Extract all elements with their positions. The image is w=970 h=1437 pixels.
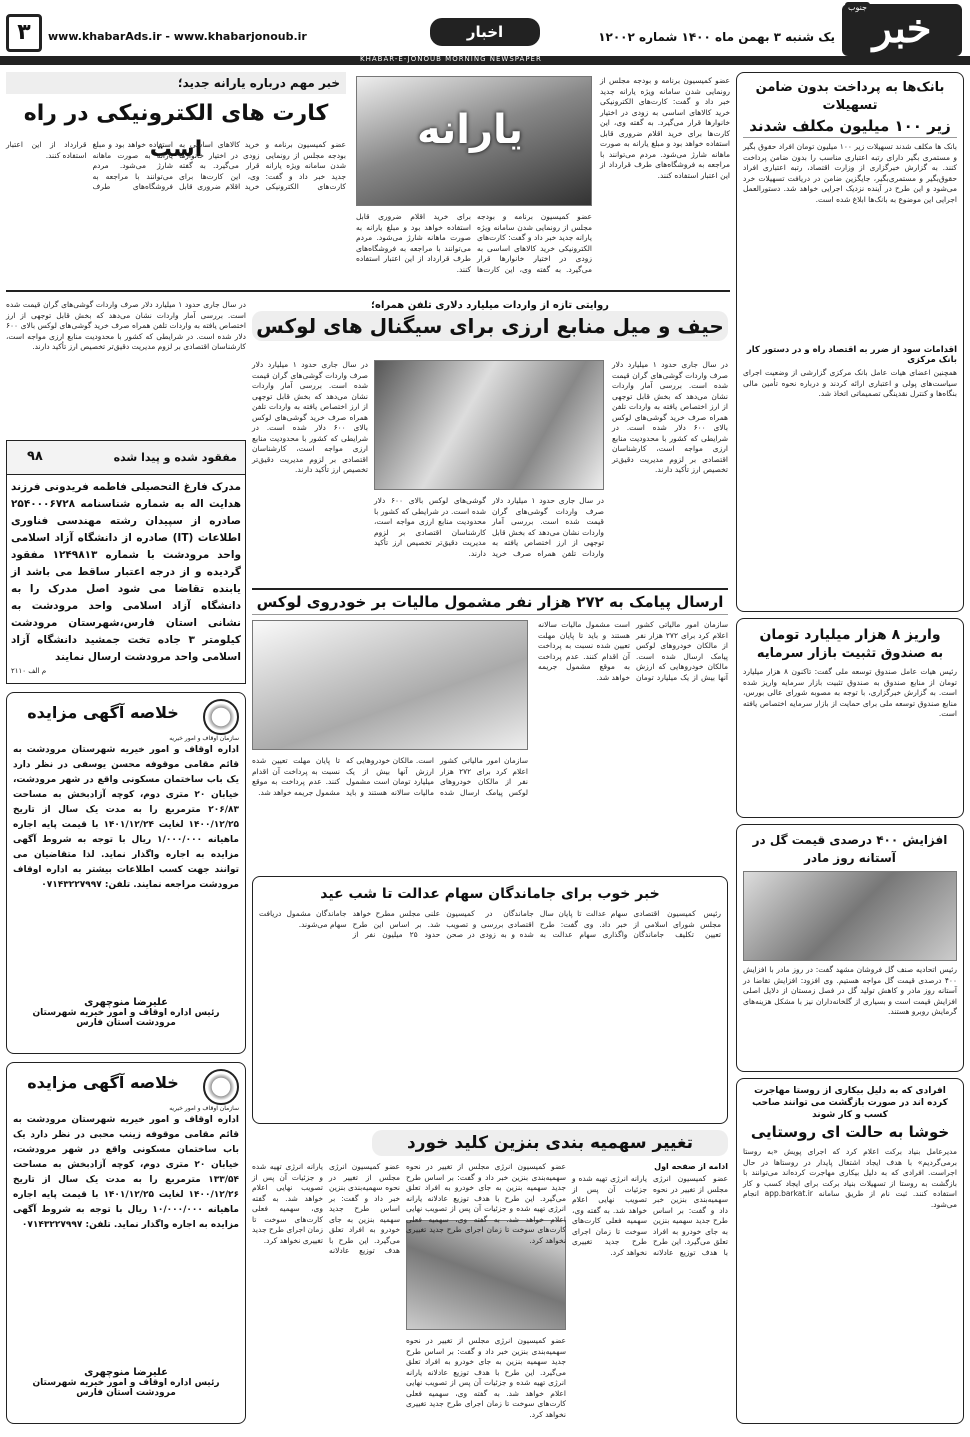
lost-document-ad <box>6 440 246 684</box>
auction-1-emblem <box>203 699 239 735</box>
website-urls: www.khabarAds.ir - www.khabarjonoub.ir <box>48 30 307 43</box>
auction-1-org: سازمان اوقاف و امور خیریه <box>169 735 239 742</box>
phone-story-body-left: در سال جاری حدود ۱ میلیارد دلار صرف واردات گوشی‌های گران قیمت شده است. بررسی آمار واردات نشان می‌دهد که بخش قابل توجهی از ارز اختصاص یافته به واردات تلفن همراه صرف خرید گوشی‌های لوکس بالای ۶۰۰ دلار شده است. در شرایطی که کشور با محدودیت منابع ارزی مواجه است، کارشناسان اقتصادی بر لزوم مدیریت دقیق‌تر تخصیص ارز تأکید دارند. <box>252 360 368 474</box>
subsidy-story-body-left: عضو کمیسیون برنامه و بودجه مجلس از رونمایی شدن سامانه ویژه یارانه جدید خبر داد و گفت: کارت‌های الکترونیکی خرید کالاهای اساسی به زودی در اختیار خانوارها قرار می‌گیرد. به گفته وی، این کارت‌ها برای خرید اقلام ضروری قابل استفاده خواهد بود و مبلغ یارانه به صورت ماهانه شارژ می‌شود. مردم می‌توانند با مراجعه به فروشگاه‌های طرف قرارداد از این اعتبار استفاده کنند. <box>6 140 346 191</box>
lost-ad-body: مدرک فارغ التحصیلی فاطمه فریدونی فرزند هدایت اله به شماره شناسنامه ۲۵۴۰۰۰۶۷۲۸ صادره از سپیدان رشته مهندسی فناوری اطلاعات (IT) صادره از دانشگاه آزاد اسلامی واحد مرودشت با شماره ۱۲۴۹۸۱۳ مفقود گردیده و از درجه اعتبار ساقط می باشد از یابنده تقاضا می شود اصل مدرک را به دانشگاه آزاد اسلامی واحد مرودشت به نشانی استان فارس،شهرستان مرودشت کیلومتر ۳ جاده تخت جمشید دانشگاه آزاد اسلامی واحد مرودشت ارسال نمایند <box>11 481 241 663</box>
tax-story-body-right: سازمان امور مالیاتی کشور اعلام کرد برای ۲۷۲ هزار نفر از مالکان خودروهای لوکس پیامک ارسال شده است. مالکان خودروهایی که ارزش آنها بیش از یک میلیارد تومان است مشمول مالیات سالانه هستند و باید تا پایان مهلت تعیین شده نسبت به پرداخت آن اقدام کنند. عدم پرداخت به موقع مشمول جریمه خواهد شد. <box>538 620 728 682</box>
justice-story-title: خبر خوب برای جاماندگان سهام عدالت تا شب عید <box>320 886 660 902</box>
fuel-story-body-left: عضو کمیسیون انرژی مجلس از تغییر در نحوه سهمیه‌بندی بنزین خبر داد و گفت: بر اساس طرح جدید سهمیه بنزین به جای خودرو به افراد تعلق می‌گیرد. این طرح با هدف توزیع عادلانه یارانه انرژی تهیه شده و جزئیات آن پس از تصویب نهایی اعلام خواهد شد. به گفته وی، سهمیه فعلی کارت‌های سوخت تا زمان اجرای طرح جدید تغییری نخواهد کرد. <box>252 1162 400 1255</box>
newspaper-logo: خبر <box>842 4 962 56</box>
auction-1-body: اداره اوقاف و امور خیریه شهرستان مرودشت به قائم مقامی موقوفه محسن یوسفی در نظر دارد یک باب ساختمان مسکونی واقع در شهر مرودشت، خیابان ۲۰ متری دوم، کوچه آزادبخش به مساحت ۲۰۶/۸۳ مترمربع را به مدت یک سال از تاریخ ۱۴۰۰/۱۲/۲۵ لغایت ۱۴۰۱/۱۲/۲۴ با قیمت پایه اجاره ماهیانه ۱/۰۰۰/۰۰۰ ریال با توجه به شروط آگهی مزایده به اجاره واگذار نماید. لذا متقاضیان می توانند جهت کسب اطلاعات بیشتر به اداره اوقاف مرودشت مراجعه نمایند. تلفن: ۰۷۱۴۳۲۲۷۹۹۷ <box>13 745 239 890</box>
auction-ad-1 <box>6 692 246 1054</box>
bank-loan-story <box>736 72 964 612</box>
phone-story-body-right: در سال جاری حدود ۱ میلیارد دلار صرف واردات گوشی‌های گران قیمت شده است. بررسی آمار واردات نشان می‌دهد که بخش قابل توجهی از ارز اختصاص یافته به واردات تلفن همراه صرف خرید گوشی‌های لوکس بالای ۶۰۰ دلار شده است. در شرایطی که کشور با محدودیت منابع ارزی مواجه است، کارشناسان اقتصادی بر لزوم مدیریت دقیق‌تر تخصیص ارز تأکید دارند. <box>612 360 728 474</box>
bank-story-body-2: همچنین اعضای هیات عامل بانک مرکزی گزارشی از وضعیت اجرای سیاست‌های پولی و اعتباری ارائه کردند و درباره نحوه تأمین مالی بنگاه‌ها و کنترل نقدینگی تصمیماتی اتخاذ شد. <box>743 368 957 398</box>
smartphones-photo <box>374 360 604 490</box>
car-coins-photo <box>252 620 528 750</box>
newspaper-english-subtitle: KHABAR-E-JONOUB MORNING NEWSPAPER <box>360 55 542 63</box>
auction-2-org: سازمان اوقاف و امور خیریه <box>169 1105 239 1112</box>
left-column-text: در سال جاری حدود ۱ میلیارد دلار صرف واردات گوشی‌های گران قیمت شده است. بررسی آمار واردات نشان می‌دهد که بخش قابل توجهی از ارز اختصاص یافته به واردات تلفن همراه صرف خرید گوشی‌های لوکس بالای ۶۰۰ دلار شده است. در شرایطی که کشور با محدودیت منابع ارزی مواجه است، کارشناسان اقتصادی بر لزوم مدیریت دقیق‌تر تخصیص ارز تأکید دارند. <box>6 300 246 351</box>
village-story <box>736 1078 964 1424</box>
fuel-quota-story <box>252 1130 728 1424</box>
page-number: ۳ <box>6 14 42 52</box>
fund-story-title-2: به صندوق تثبیت بازار سرمایه <box>756 646 944 661</box>
auction-2-signature: علیرضا منوچهری <box>84 1367 168 1378</box>
village-story-body: مدیرعامل بنیاد برکت اعلام کرد که اجرای پویش «به روستا برمی‌گردیم» با هدف ایجاد اشتغال پایدار در روستاها در حال اجراست. افرادی که به دلیل بیکاری مهاجرت کرده‌اند می‌توانند با بازگشت به روستا از تسهیلات بنیاد برکت برای ایجاد کسب و کار استفاده کنند. ثبت نام از طریق سامانه app.barkat.ir انجام می‌شود. <box>743 1147 958 1209</box>
subsidy-story-body-right: عضو کمیسیون برنامه و بودجه مجلس از رونمایی شدن سامانه ویژه یارانه جدید خبر داد و گفت: کارت‌های الکترونیکی خرید کالاهای اساسی به زودی در اختیار خانوارها قرار می‌گیرد. به گفته وی، این کارت‌ها برای خرید اقلام ضروری قابل استفاده خواهد بود و مبلغ یارانه به صورت ماهانه شارژ می‌شود. مردم می‌توانند با مراجعه به فروشگاه‌های طرف قرارداد از این اعتبار استفاده کنند. <box>600 76 730 180</box>
lost-ad-ref: م الف ۲۱۱۰ <box>11 667 47 675</box>
masthead <box>0 0 970 68</box>
auction-ad-2 <box>6 1062 246 1424</box>
fund-story <box>736 618 964 818</box>
bank-story-body: بانک ها مکلف شدند تسهیلات زیر ۱۰۰ میلیون تومان افراد حقوق بگیر و مستمری بگیر دارای رتبه اعتباری مناسب را بدون ضامن پرداخت کنند. به گزارش خبرگزاری از وزارت اقتصاد، رتبه اعتباری افراد حقوق‌بگیر و مستمری‌بگیر، جایگزین ضامن در دریافت تسهیلات خرد می‌شود و این طرح در آینده نزدیک اجرایی خواهد شد. دستورالعمل اجرایی این موضوع به بانک‌ها ابلاغ شده است. <box>743 142 957 204</box>
phone-story-body-bottom: در سال جاری حدود ۱ میلیارد دلار صرف واردات گوشی‌های گران قیمت شده است. بررسی آمار واردات نشان می‌دهد که بخش قابل توجهی از ارز اختصاص یافته به واردات تلفن همراه صرف خرید گوشی‌های لوکس بالای ۶۰۰ دلار شده است. در شرایطی که کشور با محدودیت منابع ارزی مواجه است، کارشناسان اقتصادی بر لزوم مدیریت دقیق‌تر تخصیص ارز تأکید دارند. <box>374 496 605 558</box>
section-label: اخبار <box>430 18 540 46</box>
phone-import-story <box>252 300 728 580</box>
fuel-story-body-mid: عضو کمیسیون انرژی مجلس از تغییر در نحوه سهمیه‌بندی بنزین خبر داد و گفت: بر اساس طرح جدید سهمیه بنزین به جای خودرو به افراد تعلق می‌گیرد. این طرح با هدف توزیع عادلانه یارانه انرژی تهیه شده و جزئیات آن پس از تصویب نهایی اعلام خواهد شد. به گفته وی، سهمیه فعلی کارت‌های سوخت تا زمان اجرای طرح جدید تغییری نخواهد کرد. <box>406 1162 566 1245</box>
subsidy-atm-photo <box>356 76 592 206</box>
justice-shares-story <box>252 876 728 1124</box>
lost-ad-header-row <box>7 441 245 475</box>
fuel-story-body-right: عضو کمیسیون انرژی مجلس از تغییر در نحوه سهمیه‌بندی بنزین خبر داد و گفت: بر اساس طرح جدید سهمیه بنزین به جای خودرو به افراد تعلق می‌گیرد. این طرح با هدف توزیع عادلانه یارانه انرژی تهیه شده و جزئیات آن پس از تصویب نهایی اعلام خواهد شد. به گفته وی، سهمیه فعلی کارت‌های سوخت تا زمان اجرای طرح جدید تغییری نخواهد کرد. <box>572 1174 728 1257</box>
fuel-story-body-mid-bottom: عضو کمیسیون انرژی مجلس از تغییر در نحوه سهمیه‌بندی بنزین خبر داد و گفت: بر اساس طرح جدید سهمیه بنزین به جای خودرو به افراد تعلق می‌گیرد. این طرح با هدف توزیع عادلانه یارانه انرژی تهیه شده و جزئیات آن پس از تصویب نهایی اعلام خواهد شد. به گفته وی، سهمیه فعلی کارت‌های سوخت تا زمان اجرای طرح جدید تغییری نخواهد کرد. <box>406 1336 566 1419</box>
subsidy-story-title: کارت های الکترونیکی در راه است <box>23 101 329 162</box>
lost-ad-code: ۹۸ <box>27 449 43 464</box>
auction-2-title: خلاصه آگهی مزایده <box>27 1073 179 1092</box>
flower-story-body: رئیس اتحادیه صنف گل فروشان مشهد گفت: در روز مادر با افزایش ۴۰۰ درصدی قیمت گل مواجه هستیم. وی افزود: افزایش تقاضا در آستانه روز مادر و کاهش تولید گل در فصل زمستان از دلایل اصلی افزایش قیمت است و بسیاری از گلخانه‌داران نیز با مشکل هزینه‌های گرمایش روبرو هستند. <box>743 965 957 1016</box>
auction-2-emblem <box>203 1069 239 1105</box>
village-story-kicker: افرادی که به دلیل بیکاری از روستا مهاجرت کرده اند در صورت بازگشت می توانند صاحب کسب و کار شوند <box>752 1086 948 1120</box>
flower-story-title: افزایش ۴۰۰ درصدی قیمت گل در آستانه روز مادر <box>752 833 948 865</box>
luxury-car-tax-story <box>252 588 728 870</box>
subsidy-photo-label: یارانه <box>417 107 524 153</box>
fund-story-body: رئیس هیات عامل صندوق توسعه ملی گفت: تاکنون ۸ هزار میلیارد تومان از منابع صندوق به صندوق تثبیت بازار سرمایه واریز شده است. به گزارش خبرگزاری، با توجه به مصوبه شورای عالی بورس، منابع صندوق توسعه ملی برای حمایت از بازار سرمایه اختصاص یافته است. <box>743 667 957 718</box>
fund-story-title-1: واریز ۸ هزار میلیارد تومان <box>759 627 941 643</box>
issue-date: یک شنبه ۳ بهمن ماه ۱۴۰۰ شماره ۱۲۰۰۲ <box>598 30 835 44</box>
bank-story-subheading: اقدامات سود از ضرر به اقتصاد راه و در دستور کار بانک مرکزی <box>746 345 957 365</box>
auction-2-position: رئیس اداره اوقاف و امور خیریه شهرستان مرودشت استان فارس <box>32 1378 220 1398</box>
auction-1-signature: علیرضا منوچهری <box>84 997 168 1008</box>
subsidy-story-kicker: خبر مهم درباره یارانه جدید؛ <box>6 72 346 94</box>
tax-story-body-left: سازمان امور مالیاتی کشور اعلام کرد برای ۲۷۲ هزار نفر از مالکان خودروهای لوکس پیامک ارسال شده است. مالکان خودروهایی که ارزش آنها بیش از یک میلیارد تومان است مشمول مالیات سالانه هستند و باید تا پایان مهلت تعیین شده نسبت به پرداخت آن اقدام کنند. عدم پرداخت به موقع مشمول جریمه خواهد شد. <box>252 756 529 797</box>
subsidy-story <box>6 72 730 292</box>
auction-1-header <box>13 699 239 743</box>
newspaper-logo-subtitle: جنوب <box>845 2 870 13</box>
phone-story-kicker: روایتی تازه از واردات میلیارد دلاری تلفن همراه؛ <box>371 300 609 311</box>
fuel-story-continued: ادامه از صفحه اول <box>654 1162 728 1171</box>
village-story-title: خوشا به حالت ای روستایی <box>750 1123 950 1141</box>
bank-story-title-1: بانک‌ها به پرداخت بدون ضامن تسهیلات <box>755 80 945 113</box>
fuel-story-title: تغییر سهمیه بندی بنزین کلید خورد <box>372 1130 728 1156</box>
flower-photo <box>743 871 957 961</box>
justice-story-body: رئیس کمیسیون اقتصادی مجلس شورای اسلامی از تعیین تکلیف جاماندگان سهام عدالت تا پایان سال خبر داد. وی گفت: طرح واگذاری سهام عدالت به جاماندگان در کمیسیون اقتصادی بررسی و تصویب شده و به زودی در صحن علنی مجلس مطرح خواهد شد. بر اساس این طرح حدود ۲۵ میلیون نفر از جاماندگان مشمول دریافت سهام می‌شوند. <box>259 909 721 939</box>
flower-price-story <box>736 824 964 1072</box>
auction-2-header <box>13 1069 239 1113</box>
tax-story-title: ارسال پیامک به ۲۷۲ هزار نفر مشمول مالیات بر خودروی لوکس <box>252 588 728 615</box>
auction-1-position: رئیس اداره اوقاف و امور خیریه شهرستان مرودشت استان فارس <box>32 1008 220 1028</box>
lost-ad-header: مفقود شده و پیدا شده <box>113 451 237 464</box>
subsidy-story-body-center: عضو کمیسیون برنامه و بودجه مجلس از رونمایی شدن سامانه ویژه یارانه جدید خبر داد و گفت: کارت‌های الکترونیکی خرید کالاهای اساسی به زودی در اختیار خانوارها قرار می‌گیرد. به گفته وی، این کارت‌ها برای خرید اقلام ضروری قابل استفاده خواهد بود و مبلغ یارانه به صورت ماهانه شارژ می‌شود. مردم می‌توانند با مراجعه به فروشگاه‌های طرف قرارداد از این اعتبار استفاده کنند. <box>356 212 592 274</box>
bank-story-title-2: زیر ۱۰۰ میلیون مکلف شدند <box>743 115 957 138</box>
auction-1-title: خلاصه آگهی مزایده <box>27 703 179 722</box>
phone-story-title: حیف و میل منابع ارزی برای سیگنال های لوکس <box>252 311 728 341</box>
auction-2-body: اداره اوقاف و امور خیریه شهرستان مرودشت به قائم مقامی موقوفه زینب محبی در نظر دارد یک باب ساختمان مسکونی واقع در شهر مرودشت، خیابان ۲۰ متری دوم، کوچه آزادبخش به مساحت ۱۳۳/۵۴ مترمربع را به مدت یک سال از تاریخ ۱۴۰۰/۱۲/۲۶ لغایت ۱۴۰۱/۱۲/۲۵ با قیمت پایه اجاره ماهیانه ۱۰/۰۰۰/۰۰۰ ریال با توجه به شروط آگهی مزایده به اجاره واگذار نماید. تلفن: ۰۷۱۴۳۲۲۷۹۹۷ <box>13 1115 240 1230</box>
